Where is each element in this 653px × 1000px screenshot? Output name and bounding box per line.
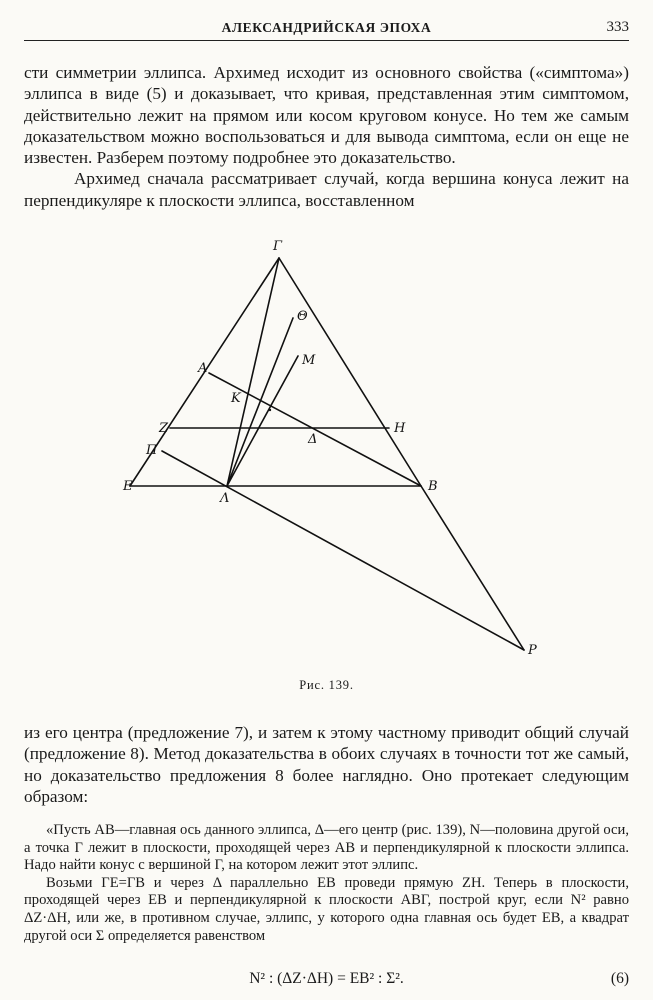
label-e: E xyxy=(123,479,133,494)
figure-caption: Рис. 139. xyxy=(299,678,354,692)
page-number: 333 xyxy=(606,19,629,35)
label-a: A xyxy=(198,361,208,376)
label-delta: Δ xyxy=(308,432,318,447)
label-b: B xyxy=(428,479,438,494)
label-h: H xyxy=(394,421,406,436)
line-pi-rho xyxy=(162,451,524,650)
label-lambda: Λ xyxy=(220,491,230,506)
formula-number: (6) xyxy=(610,970,629,987)
label-k: K xyxy=(231,391,241,406)
line-lambda-m xyxy=(227,356,298,486)
formula-expression: N² : (ΔZ·ΔH) = EB² : Σ². xyxy=(249,970,404,987)
line-gamma-b xyxy=(279,258,421,486)
line-b-rho xyxy=(421,486,524,650)
label-pi: Π xyxy=(146,443,158,458)
continuation-paragraph xyxy=(24,722,629,807)
label-z: Z xyxy=(159,421,169,436)
formula-6 xyxy=(24,970,629,990)
label-gamma: Γ xyxy=(273,239,283,254)
line-a-b xyxy=(209,373,421,486)
label-theta: Θ xyxy=(297,309,308,324)
quote-paragraph: «Пусть AB—главная ось данного эллипса, Δ—его центр (рис. 139), N—половина другой оси, а точка Γ лежит в плоскости, проходящей через AB и перпендикулярной к плоскости эллипса. Надо найти конус с вершиной Γ, на котором лежит этот эллипс. xyxy=(24,822,629,874)
running-title: АЛЕКСАНДРИЙСКАЯ ЭПОХА xyxy=(221,20,432,35)
paragraph-text: Архимед сначала рассматривает случай, когда вершина конуса лежит на перпендикуляре к плоскости эллипса, восставленном xyxy=(24,169,629,210)
paragraph-text: из его центра (предложение 7), и затем к этому частному приводит общий случай (предложение 8). Метод доказательства в обоих случаях в точности тот же самый, но доказательство предложения 8 более наглядно. Оно протекает следующим образом: xyxy=(24,723,629,806)
paragraph-text: сти симметрии эллипса. Архимед исходит из основного свойства («симптома») эллипса в виде (5) и доказывает, что кривая, представленная этим симптомом, действительно лежит на прямом или косом круговом конусе. Но тем же самым доказательством можно воспользоваться и для вывода симптома, если он еще не известен. Разберем поэтому подробнее это доказательство. xyxy=(24,63,629,168)
label-rho: P xyxy=(528,643,537,658)
quote-block xyxy=(24,822,629,945)
quote-paragraph: Возьми ΓE=ΓB и через Δ параллельно EB проведи прямую ZH. Теперь в плоскости, проходящей через EB и перпендикулярной к плоскости ABΓ, построй круг, если N² равно ΔZ·ΔH, или же, в противном случае, эллипс, у которого одна главная ось будет EB, а квадрат другой оси Σ определяется равенством xyxy=(24,874,629,944)
label-m: M xyxy=(302,353,316,368)
point-dot xyxy=(269,409,271,411)
